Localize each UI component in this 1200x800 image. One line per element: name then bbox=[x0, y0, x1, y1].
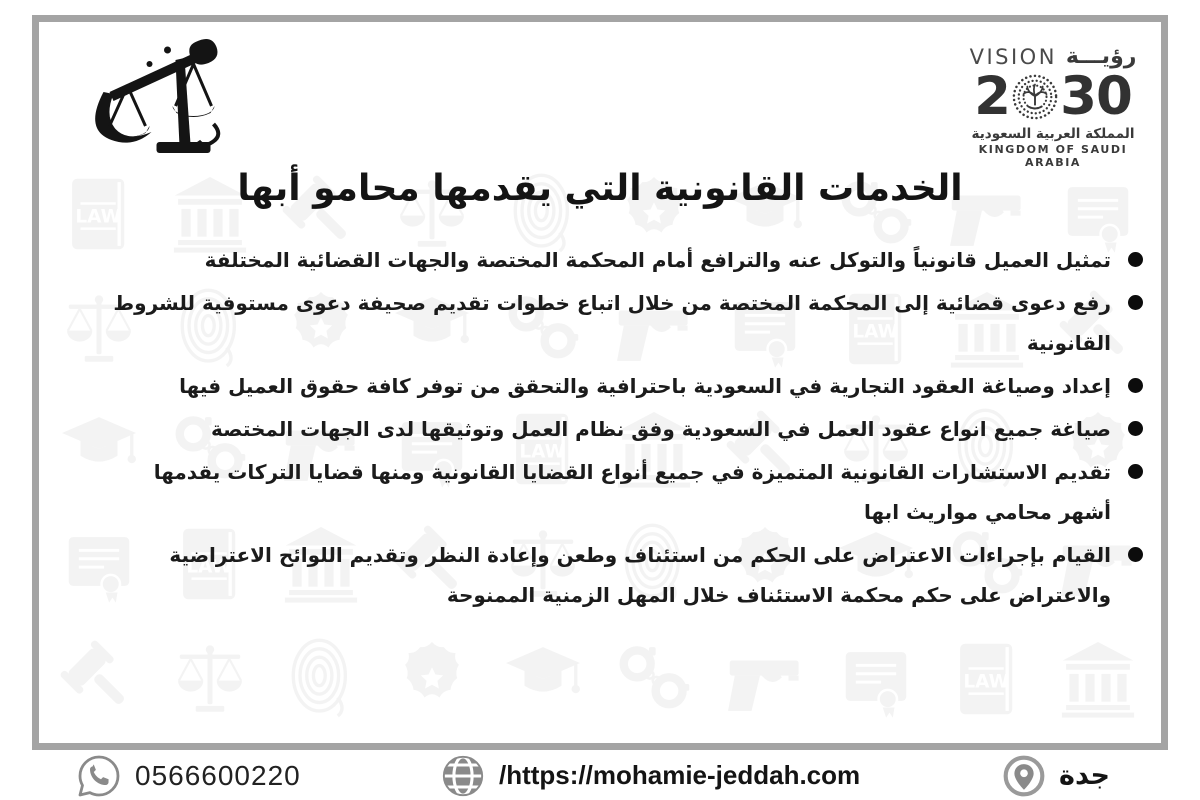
vision-ar-text: رؤيـــة bbox=[1065, 44, 1137, 69]
content-frame bbox=[32, 15, 1168, 750]
service-item-2 bbox=[103, 283, 1143, 363]
service-item-4 bbox=[103, 409, 1143, 449]
footer bbox=[0, 751, 1200, 800]
kingdom-en-text: KINGDOM OF SAUDI ARABIA bbox=[978, 143, 1128, 169]
bullet-dot bbox=[1128, 378, 1143, 393]
vision-en-text: VISION bbox=[969, 44, 1057, 69]
bullet-dot bbox=[1128, 252, 1143, 267]
service-item-3 bbox=[103, 366, 1143, 406]
bullet-dot bbox=[1128, 547, 1143, 562]
website-url: /https://mohamie-jeddah.com bbox=[499, 760, 861, 790]
saudi-palm-emblem-icon bbox=[1011, 73, 1059, 121]
service-text: تمثيل العميل قانونياً والتوكل عنه والترافع أمام المحكمة المختصة والجهات القضائية المختلفة bbox=[204, 248, 1111, 272]
service-text: إعداد وصياغة العقود التجارية في السعودية باحترافية والتحقق من توفر كافة حقوق العميل فيها bbox=[179, 374, 1111, 398]
website-link[interactable] bbox=[440, 751, 860, 800]
brand-calligraphy-logo bbox=[77, 30, 232, 170]
location bbox=[1002, 751, 1110, 800]
service-item-5 bbox=[103, 452, 1143, 532]
city-name: جدة bbox=[1059, 760, 1110, 791]
whatsapp-icon bbox=[76, 753, 122, 799]
services-list bbox=[103, 240, 1143, 618]
globe-icon bbox=[440, 753, 486, 799]
vision-year bbox=[955, 66, 1151, 127]
service-item-6 bbox=[103, 535, 1143, 615]
year-prefix: 2 bbox=[974, 66, 1011, 127]
year-suffix: 30 bbox=[1060, 66, 1132, 127]
phone-number: 0566600220 bbox=[135, 759, 301, 791]
bullet-dot bbox=[1128, 295, 1143, 310]
service-text: القيام بإجراءات الاعتراض على الحكم من استئناف وطعن وإعادة النظر وتقديم اللوائح الاعتراضية والاعتراض على حكم محكمة الاستئناف خلال المهل الزمنية الممنوحة bbox=[169, 543, 1111, 607]
kingdom-ar-text: المملكة العربية السعودية bbox=[971, 126, 1135, 142]
bullet-dot bbox=[1128, 464, 1143, 479]
service-item-1 bbox=[103, 240, 1143, 280]
frame-inner bbox=[39, 22, 1161, 743]
bullet-dot bbox=[1128, 421, 1143, 436]
service-text: صياغة جميع انواع عقود العمل في السعودية وفق نظام العمل وتوثيقها لدى الجهات المختصة bbox=[211, 417, 1111, 441]
service-text: رفع دعوى قضائية إلى المحكمة المختصة من خلال اتباع خطوات تقديم صحيفة دعوى مستوفية للشروط القانونية bbox=[113, 291, 1111, 355]
vision-2030-logo bbox=[955, 44, 1151, 169]
page-title: الخدمات القانونية التي يقدمها محامو أبها bbox=[237, 168, 963, 209]
phone-contact[interactable] bbox=[76, 751, 301, 800]
scales-calligraphy-icon bbox=[77, 30, 232, 170]
service-text: تقديم الاستشارات القانونية المتميزة في جميع أنواع القضايا القانونية ومنها قضايا التركات يقدمها أشهر محامي مواريث ابها bbox=[153, 460, 1111, 524]
location-pin-icon bbox=[1002, 754, 1046, 798]
